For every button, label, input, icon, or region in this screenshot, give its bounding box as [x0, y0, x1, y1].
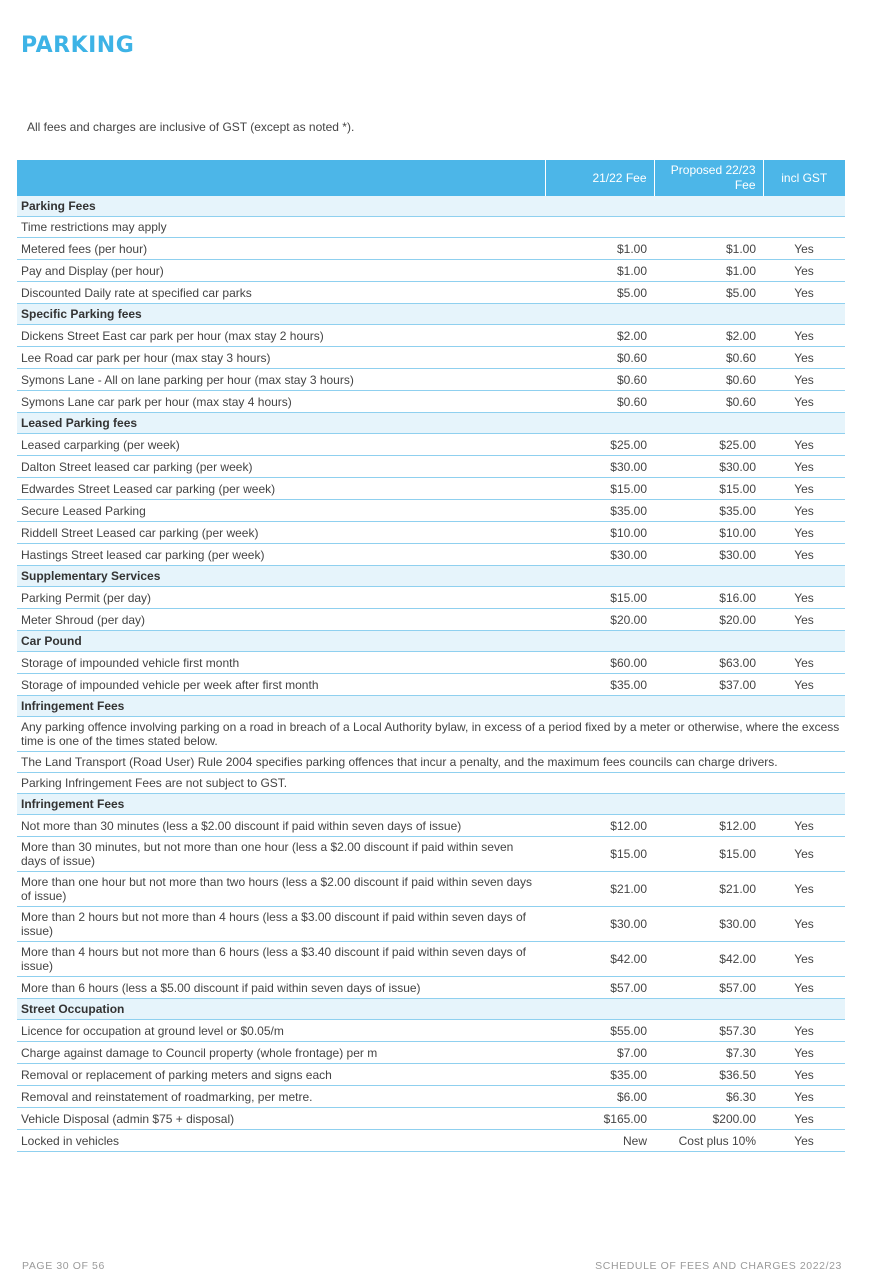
- section-header-row: [17, 196, 845, 217]
- fee-proposed: $10.00: [654, 522, 763, 544]
- note-text: The Land Transport (Road User) Rule 2004 specifies parking offences that incur a penalty, and the maximum fees councils can charge drivers.: [17, 752, 845, 773]
- table-row: [17, 434, 845, 456]
- section-title: Infringement Fees: [17, 696, 845, 717]
- table-row: [17, 347, 845, 369]
- fee-description: More than 6 hours (less a $5.00 discount if paid within seven days of issue): [17, 977, 545, 999]
- section-header-row: [17, 413, 845, 434]
- table-row: [17, 544, 845, 566]
- fee-description: Discounted Daily rate at specified car parks: [17, 282, 545, 304]
- incl-gst: Yes: [763, 1042, 845, 1064]
- table-row: [17, 815, 845, 837]
- fee-2122: $0.60: [545, 347, 654, 369]
- fee-proposed: $16.00: [654, 587, 763, 609]
- fee-2122: $15.00: [545, 478, 654, 500]
- table-row: [17, 872, 845, 907]
- section-header-row: [17, 696, 845, 717]
- table-row: [17, 478, 845, 500]
- fee-description: Symons Lane - All on lane parking per hour (max stay 3 hours): [17, 369, 545, 391]
- fee-2122: $1.00: [545, 238, 654, 260]
- incl-gst: Yes: [763, 815, 845, 837]
- incl-gst: Yes: [763, 238, 845, 260]
- incl-gst: Yes: [763, 544, 845, 566]
- table-row: [17, 391, 845, 413]
- incl-gst: Yes: [763, 456, 845, 478]
- fee-description: Storage of impounded vehicle first month: [17, 652, 545, 674]
- incl-gst: Yes: [763, 1020, 845, 1042]
- fee-proposed: $5.00: [654, 282, 763, 304]
- incl-gst: Yes: [763, 609, 845, 631]
- incl-gst: Yes: [763, 478, 845, 500]
- table-row: [17, 1130, 845, 1152]
- fees-table: [17, 160, 845, 1152]
- section-title: Car Pound: [17, 631, 845, 652]
- section-header-row: [17, 999, 845, 1020]
- fee-proposed: $25.00: [654, 434, 763, 456]
- section-header-row: [17, 794, 845, 815]
- table-row: [17, 282, 845, 304]
- fee-proposed: $200.00: [654, 1108, 763, 1130]
- section-header-row: [17, 631, 845, 652]
- note-text: Time restrictions may apply: [17, 217, 845, 238]
- fee-description: Lee Road car park per hour (max stay 3 hours): [17, 347, 545, 369]
- incl-gst: Yes: [763, 587, 845, 609]
- fee-proposed: $36.50: [654, 1064, 763, 1086]
- fee-proposed: $30.00: [654, 544, 763, 566]
- fee-description: More than 30 minutes, but not more than one hour (less a $2.00 discount if paid within seven days of issue): [17, 837, 545, 872]
- fee-proposed: $35.00: [654, 500, 763, 522]
- fee-2122: $165.00: [545, 1108, 654, 1130]
- table-row: [17, 1086, 845, 1108]
- section-title: Infringement Fees: [17, 794, 845, 815]
- fee-2122: $21.00: [545, 872, 654, 907]
- document-title: SCHEDULE OF FEES AND CHARGES 2022/23: [595, 1260, 842, 1272]
- incl-gst: Yes: [763, 1086, 845, 1108]
- table-row: [17, 1064, 845, 1086]
- fee-2122: $15.00: [545, 837, 654, 872]
- fee-description: Leased carparking (per week): [17, 434, 545, 456]
- incl-gst: Yes: [763, 674, 845, 696]
- fee-proposed: $0.60: [654, 369, 763, 391]
- fee-description: Parking Permit (per day): [17, 587, 545, 609]
- table-row: [17, 907, 845, 942]
- fee-proposed: $21.00: [654, 872, 763, 907]
- fee-description: Riddell Street Leased car parking (per week): [17, 522, 545, 544]
- incl-gst: Yes: [763, 907, 845, 942]
- section-header-row: [17, 566, 845, 587]
- incl-gst: Yes: [763, 347, 845, 369]
- table-row: [17, 587, 845, 609]
- fee-2122: $25.00: [545, 434, 654, 456]
- fee-proposed: $20.00: [654, 609, 763, 631]
- fee-description: Meter Shroud (per day): [17, 609, 545, 631]
- incl-gst: Yes: [763, 282, 845, 304]
- table-row: [17, 1042, 845, 1064]
- fee-2122: $15.00: [545, 587, 654, 609]
- incl-gst: Yes: [763, 369, 845, 391]
- page-title: PARKING: [21, 33, 135, 58]
- fee-2122: $0.60: [545, 391, 654, 413]
- header-fee-2122: 21/22 Fee: [545, 160, 654, 196]
- incl-gst: Yes: [763, 942, 845, 977]
- fee-proposed: $6.30: [654, 1086, 763, 1108]
- table-row: [17, 942, 845, 977]
- fee-2122: $35.00: [545, 500, 654, 522]
- fee-proposed: $15.00: [654, 837, 763, 872]
- fee-2122: $6.00: [545, 1086, 654, 1108]
- fee-description: More than 2 hours but not more than 4 hours (less a $3.00 discount if paid within seven days of issue): [17, 907, 545, 942]
- fee-description: Removal or replacement of parking meters and signs each: [17, 1064, 545, 1086]
- fee-proposed: $0.60: [654, 391, 763, 413]
- fee-2122: $30.00: [545, 544, 654, 566]
- fee-2122: $10.00: [545, 522, 654, 544]
- fee-2122: $30.00: [545, 907, 654, 942]
- fee-description: Storage of impounded vehicle per week after first month: [17, 674, 545, 696]
- incl-gst: Yes: [763, 260, 845, 282]
- fee-description: Pay and Display (per hour): [17, 260, 545, 282]
- incl-gst: Yes: [763, 837, 845, 872]
- fee-proposed: $15.00: [654, 478, 763, 500]
- table-row: [17, 500, 845, 522]
- fee-2122: $35.00: [545, 674, 654, 696]
- incl-gst: Yes: [763, 1130, 845, 1152]
- table-body: [17, 196, 845, 1152]
- fee-description: Not more than 30 minutes (less a $2.00 discount if paid within seven days of issue): [17, 815, 545, 837]
- fee-proposed: $30.00: [654, 907, 763, 942]
- fee-2122: $57.00: [545, 977, 654, 999]
- fee-2122: $30.00: [545, 456, 654, 478]
- fee-2122: $12.00: [545, 815, 654, 837]
- header-description: [17, 160, 545, 196]
- fee-proposed: $30.00: [654, 456, 763, 478]
- header-proposed-2223: Proposed 22/23 Fee: [654, 160, 763, 196]
- fee-2122: $60.00: [545, 652, 654, 674]
- note-row: [17, 773, 845, 794]
- note-text: Parking Infringement Fees are not subject to GST.: [17, 773, 845, 794]
- section-title: Leased Parking fees: [17, 413, 845, 434]
- fee-proposed: $63.00: [654, 652, 763, 674]
- incl-gst: Yes: [763, 391, 845, 413]
- fee-2122: $5.00: [545, 282, 654, 304]
- table-row: [17, 1020, 845, 1042]
- fee-description: More than one hour but not more than two hours (less a $2.00 discount if paid within seven days of issue): [17, 872, 545, 907]
- table-row: [17, 260, 845, 282]
- fee-2122: $35.00: [545, 1064, 654, 1086]
- table-row: [17, 609, 845, 631]
- incl-gst: Yes: [763, 977, 845, 999]
- table-row: [17, 238, 845, 260]
- fee-description: Hastings Street leased car parking (per week): [17, 544, 545, 566]
- section-title: Specific Parking fees: [17, 304, 845, 325]
- table-header-row: [17, 160, 845, 196]
- fee-proposed: $1.00: [654, 238, 763, 260]
- table-row: [17, 977, 845, 999]
- fee-proposed: $7.30: [654, 1042, 763, 1064]
- fee-proposed: $0.60: [654, 347, 763, 369]
- table-row: [17, 652, 845, 674]
- fee-description: Locked in vehicles: [17, 1130, 545, 1152]
- fee-proposed: $57.30: [654, 1020, 763, 1042]
- section-title: Street Occupation: [17, 999, 845, 1020]
- incl-gst: Yes: [763, 872, 845, 907]
- page-number: PAGE 30 OF 56: [22, 1260, 105, 1272]
- fee-2122: $2.00: [545, 325, 654, 347]
- fee-2122: $1.00: [545, 260, 654, 282]
- incl-gst: Yes: [763, 434, 845, 456]
- table-row: [17, 325, 845, 347]
- section-title: Supplementary Services: [17, 566, 845, 587]
- fee-2122: $0.60: [545, 369, 654, 391]
- fee-description: Secure Leased Parking: [17, 500, 545, 522]
- fee-description: Metered fees (per hour): [17, 238, 545, 260]
- incl-gst: Yes: [763, 1108, 845, 1130]
- incl-gst: Yes: [763, 522, 845, 544]
- fee-description: Removal and reinstatement of roadmarking, per metre.: [17, 1086, 545, 1108]
- header-incl-gst: incl GST: [763, 160, 845, 196]
- table-row: [17, 369, 845, 391]
- table-row: [17, 837, 845, 872]
- fee-description: Charge against damage to Council property (whole frontage) per m: [17, 1042, 545, 1064]
- fee-proposed: $12.00: [654, 815, 763, 837]
- note-text: Any parking offence involving parking on a road in breach of a Local Authority bylaw, in excess of a period fixed by a meter or otherwise, where the excess time is one of the times stated below.: [17, 717, 845, 752]
- fee-description: More than 4 hours but not more than 6 hours (less a $3.40 discount if paid within seven days of issue): [17, 942, 545, 977]
- section-title: Parking Fees: [17, 196, 845, 217]
- fee-proposed: $2.00: [654, 325, 763, 347]
- incl-gst: Yes: [763, 652, 845, 674]
- incl-gst: Yes: [763, 500, 845, 522]
- fee-proposed: Cost plus 10%: [654, 1130, 763, 1152]
- fee-description: Dickens Street East car park per hour (max stay 2 hours): [17, 325, 545, 347]
- fee-2122: $7.00: [545, 1042, 654, 1064]
- incl-gst: Yes: [763, 325, 845, 347]
- fee-2122: $42.00: [545, 942, 654, 977]
- fee-proposed: $57.00: [654, 977, 763, 999]
- fee-description: Licence for occupation at ground level or $0.05/m: [17, 1020, 545, 1042]
- note-row: [17, 752, 845, 773]
- incl-gst: Yes: [763, 1064, 845, 1086]
- fee-description: Vehicle Disposal (admin $75 + disposal): [17, 1108, 545, 1130]
- fee-2122: $55.00: [545, 1020, 654, 1042]
- note-row: [17, 717, 845, 752]
- table-row: [17, 456, 845, 478]
- gst-note: All fees and charges are inclusive of GST (except as noted *).: [27, 120, 355, 134]
- table-row: [17, 1108, 845, 1130]
- fee-proposed: $42.00: [654, 942, 763, 977]
- note-row: [17, 217, 845, 238]
- table-row: [17, 522, 845, 544]
- fee-2122: $20.00: [545, 609, 654, 631]
- fee-description: Edwardes Street Leased car parking (per week): [17, 478, 545, 500]
- section-header-row: [17, 304, 845, 325]
- table-row: [17, 674, 845, 696]
- fee-2122: New: [545, 1130, 654, 1152]
- fee-description: Symons Lane car park per hour (max stay 4 hours): [17, 391, 545, 413]
- fee-proposed: $37.00: [654, 674, 763, 696]
- fee-description: Dalton Street leased car parking (per week): [17, 456, 545, 478]
- fee-proposed: $1.00: [654, 260, 763, 282]
